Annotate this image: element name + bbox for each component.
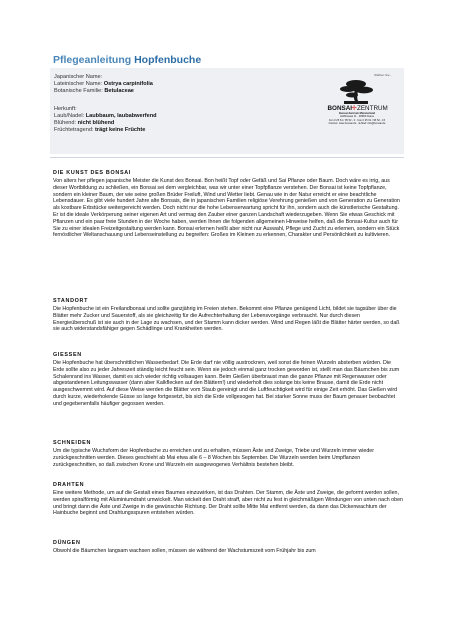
section-text-schneiden: Um die typische Wuchsform der Hopfenbuche zu erreichen und zu erhalten, müssen Äste und Zweige, Triebe und Wurzeln immer wieder zurückgeschnitten werden. Dieses geschieht ab Mai etwa alle 6 – 8 Wochen bis September. Die Wurzeln werden beim Umpflanzen zurückgeschnitten, so daß zwischen Krone und Wurzeln ein ausgewogenes Verhältnis bestehen bleibt.: [53, 448, 375, 468]
bonsai-zentrum-logo: [312, 70, 402, 152]
bloom-row: [54, 120, 114, 127]
fruit-label: Früchtetragend:: [54, 127, 96, 133]
logo-plus-glyph: ✛: [351, 105, 357, 112]
section-heading-drahten: DRAHTEN: [53, 482, 85, 488]
bloom-value: nicht blühend: [77, 120, 115, 126]
address-line-3: Fon 0 25 61 / 95 52 - 0 · Fax 0 25 61 / 95 52 - 15: [328, 118, 386, 122]
family-value: Betulaceae: [104, 88, 134, 94]
latin-name-label: Lateinischer Name:: [54, 81, 104, 87]
logo-word-bonsai: BONSAI: [327, 105, 352, 112]
section-text-duengen: Obwohl die Bäumchen langsam wachsen sollen, müssen sie während der Wachstumszeit vom Frühjahr bis zum: [53, 548, 316, 554]
family-label: Botanische Familie:: [54, 88, 105, 94]
bonsai-tree-icon: [340, 80, 373, 104]
bloom-label: Blühend:: [54, 120, 78, 126]
address-line-1: Bonsai-Zentrum Münsterland: [338, 112, 376, 115]
section-heading-kunst: DIE KUNST DES BONSAI: [53, 170, 132, 176]
page-title-species: Hopfenbuche: [134, 54, 202, 66]
section-text-drahten: Eine weitere Methode, um auf die Gestalt eines Baumes einzuwirken, ist das Drahten. Der Stamm, die Äste und Zweige, die geformt werden sollen, werden spiralförmig mit Aluminiumdraht umwickelt. Man wickelt den Draht straff, aber nicht zu fest in gleichmäßigen Windungen von unten nach oben und bringt dann die Äste und Zweige in die gewünschte Richtung. Der Draht sollte Mitte Mai entfernt werden, da dann das Dickenwachtum der Hainbuche beginnt und Drahtungsspuren entstehen würden.: [53, 490, 403, 517]
logo-address: [312, 112, 402, 126]
section-text-standort: Die Hopfenbuche ist ein Freilandbonsai und sollte ganzjährig im Freien stehen. Bekommt eine Pflanze genügend Licht, bildet sie tagsüber über die Blätter mehr Zucker und Sauerstoff, als sie gleichzeitig für die Aufrechterhaltung der Lebensvorgänge verbraucht. Nur durch diesen Energieüberschuß ist sie auch in der Lage zu wachsen, und der Stamm kann dicker werden. Wind und Regen läßt die Blätter härter werden, so daß sie auch widerstandsfähiger gegen Schädlinge und Krankheiten werden.: [53, 306, 400, 333]
latin-name-row: [54, 81, 153, 88]
latin-name-value: Ostrya carpinifolia: [103, 81, 153, 87]
section-heading-duengen: DÜNGEN: [53, 540, 81, 546]
page-title: [53, 54, 201, 66]
address-line-4: Internet: www.bonsai.de · E-Mail: info@bonsai.de: [328, 122, 386, 126]
family-row: [54, 88, 134, 95]
divider: [50, 157, 404, 158]
fruit-value: trägt keine Früchte: [95, 127, 146, 133]
leaf-value: Laubbaum, laubabwerfend: [85, 113, 157, 119]
leaf-label: Laub/Nadel:: [54, 113, 86, 119]
logo-word-zentrum: ZENTRUM: [357, 105, 388, 112]
section-heading-standort: STANDORT: [53, 298, 89, 304]
section-text-kunst: Von alters her pflegen japanische Meister die Kunst des Bonsai. Bon heißt Topf oder Gefäß und Sai Pflanze oder Baum. Doch wäre es irrig, aus dieser Wortbildung zu schließen, ein Bonsai sei dem vergleichbar, was wir unter einer Topfpflanze verstehen. Der Bonsai ist keine Topfpflanze, sondern ein kleiner Baum, der wie seine großen Brüder Freiluft, Wind und Wetter liebt. Genau wie in der Natur erreicht er eine beachtliche Lebensdauer. Es gibt viele hundert Jahre alte Bonsais, die in japanischen Familien religiöse Verehrung genießen und von Generation zu Generation als kostbare Erbstücke weitergereicht werden. Doch nicht nur die hohe Lebenserwartung spricht für ihn, sondern auch die künstlerische Gestaltung. Er ist die ideale Verkörperung seiner eigenen Art und vermag den Zauber einer ganzen Landschaft wiederzugeben. Wenn Sie etwas Geschick mit Pflanzen und ein paar freie Stunden in der Woche haben, werden Ihnen die folgenden allgemeinen Hinweise helfen, daß die Bonsai-Kultur auch für Sie zu einer idealen Freizeitgestaltung werden kann. Bonsai erlernen heißt aber nicht nur Auswahl, Pflege und Zucht zu erlernen, sondern ein Stück fernöstlicher Weltanschauung und Lebenseinstellung zu begreifen: Großes im Kleinen zu erkennen, Charakter und Persönlichkeit zu kultivieren.: [53, 178, 400, 239]
japanese-name-label: Japanischer Name:: [54, 74, 103, 80]
section-heading-giessen: GIESSEN: [53, 352, 82, 358]
fruit-row: [54, 127, 145, 134]
logo-top-text: Wählen Sie...: [374, 73, 392, 77]
address-line-2: Hoffbrassel 11 · 48683 Ahaus: [340, 115, 374, 119]
page-title-prefix: Pflegeanleitung: [53, 54, 135, 66]
section-text-giessen: Die Hopfenbuche hat überschnittlichen Wasserbedarf. Die Erde darf nie völlig austrocknen, weil sonst die feinen Wurzeln absterben würden. Die Erde sollte also zu jeder Jahreszeit ständig leicht feucht sein. Wenn sie jedoch einmal ganz trocken geworden ist, stellt man das Bäumchen bis zum Schalenrand ins Wasser, damit es sich wieder richtig vollsaugen kann. Beim Gießen überbraust man die ganze Pflanze mit Regenwasser oder abgestandenen Leitungswasser (dann aber Kalkflecken auf den Blättern!) und wiederholt dies solange bis keine Brause, damit die Erde nicht ausgeschwemmt wird. Auf diese Weise werden die Blätter vom Staub gereinigt und die Luftfeuchtigkeit wird für einige Zeit erhöht. Das Gießen wird durch kurze, wiederholende Güsse so lange fortgesetzt, bis sich die Erde vollgesogen hat. Bei starker Sonne muss der Baum genauer beobachtet und gegebenenfalls häufiger gegossen werden.: [53, 360, 400, 407]
leaf-row: [54, 113, 157, 120]
species-info-box: [50, 68, 404, 154]
section-heading-schneiden: SCHNEIDEN: [53, 440, 92, 446]
origin-label: Herkunft:: [54, 106, 77, 112]
